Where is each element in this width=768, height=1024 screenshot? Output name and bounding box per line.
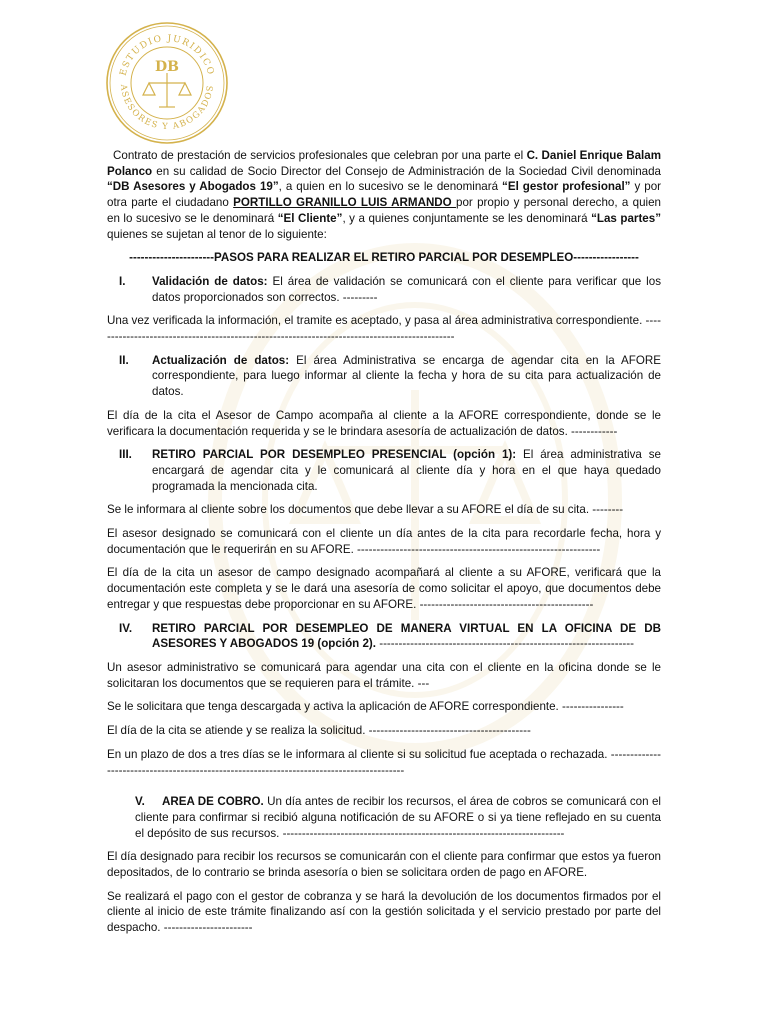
step-number: II. (119, 353, 129, 367)
step-text: Un día antes de recibir los recursos, el área de cobros se comunicará con el cliente para confirmar si recibió alguna notificación de su AFORE o si ya tiene reflejado en su cuenta el depósito de sus recursos. ------------------------------------------------------------------------- (135, 795, 661, 840)
intro-text: por propio y personal derecho, a quien en lo sucesivo se le denominará (107, 196, 661, 225)
paragraph: Se le solicitara que tenga descargada y activa la aplicación de AFORE correspondiente. ---------------- (107, 700, 624, 714)
paragraph: El asesor designado se comunicará con el cliente un día antes de la cita para recordarle fecha, hora y documentación que le requerirán en su AFORE. --------------------------------------------------------------- (107, 527, 661, 556)
step-text: El área Administrativa se encarga de agendar cita en la AFORE correspondiente, para luego informar al cliente la fecha y hora de su cita para actualización de datos. (152, 353, 661, 399)
director-name: C. Daniel Enrique Balam Polanco (107, 149, 662, 178)
step-number: V. (135, 795, 145, 809)
step-number: I. (119, 274, 126, 288)
section-heading: ----------------------PASOS PARA REALIZAR EL RETIRO PARCIAL POR DESEMPLEO----------------- (129, 251, 639, 265)
step-text: El área de validación se comunicará con el cliente para verificar que los datos proporcionados son correctos. --------- (152, 274, 661, 304)
paragraph: El día de la cita un asesor de campo designado acompañará al cliente a su AFORE, verificará que la documentación este completa y se le dará una asesoría de como solicitar el apoyo, que documentos debe entregar y que respuestas debe proporcionar en su AFORE. --------------------------------------------- (107, 566, 661, 611)
intro-text: , a quien en lo sucesivo se le denominará (278, 180, 503, 194)
step-title: Actualización de datos: (152, 353, 290, 367)
logo-ring-top: ESTUDIO JURIDICO (118, 33, 216, 77)
step-title: Validación de datos: (152, 274, 268, 288)
step-text: El área administrativa se encargará de agendar cita y le comunicará al cliente día y hora en el que haya quedado programada la mencionada cita. (152, 448, 662, 493)
paragraph: El día de la cita el Asesor de Campo acompaña al cliente a la AFORE correspondiente, donde se le verificara la documentación requerida y se le brindara asesoría de actualización de datos. ------------ (107, 408, 661, 438)
paragraph: Un asesor administrativo se comunicará para agendar una cita con el cliente en la oficina donde se le solicitaran los documentos que se requieren para el trámite. --- (107, 660, 661, 690)
intro-text: Contrato de prestación de servicios profesionales que celebran por una parte el (113, 149, 527, 162)
step-number: IV. (119, 621, 133, 635)
step-text: ------------------------------------------------------------------ (375, 637, 635, 651)
scales-icon (143, 73, 191, 107)
intro-paragraph (107, 148, 661, 242)
step-4 (107, 621, 661, 652)
paragraph: Se realizará el pago con el gestor de cobranza y se hará la devolución de los documentos firmados por el cliente al inicio de este trámite finalizando así con la gestión solicitada y el servicio prestado por parte del despacho. ----------------------- (107, 889, 661, 935)
step-title: RETIRO PARCIAL POR DESEMPLEO PRESENCIAL (opción 1): (152, 448, 517, 462)
step-title: RETIRO PARCIAL POR DESEMPLEO DE MANERA VIRTUAL EN LA OFICINA DE DB ASESORES Y ABOGADOS 19 (opción 2). (152, 621, 661, 651)
paragraph: En un plazo de dos a tres días se le informara al cliente si su solicitud fue aceptada o rechazada. ------------------------------------------------------------------------------------------ (107, 747, 661, 777)
paragraph: El día designado para recibir los recursos se comunicarán con el cliente para confirmar que estos ya fueron depositados, de lo contrario se brinda asesoría o bien se solicitara orden de pago en AFORE. (107, 850, 661, 880)
role-partes: “Las partes” (591, 211, 661, 225)
step-number: III. (119, 448, 132, 462)
step-1 (107, 274, 661, 305)
role-cliente: “El Cliente” (277, 211, 343, 225)
intro-text: en su calidad de Socio Director del Consejo de Administración de la Sociedad Civil denominada (152, 164, 661, 178)
intro-text: , y a quienes conjuntamente se les denominará (342, 211, 592, 225)
intro-text: quienes se sujetan al tenor de lo siguiente: (107, 227, 327, 241)
step-title: AREA DE COBRO. (161, 795, 264, 809)
firm-logo (105, 21, 229, 145)
intro-text: y por otra parte el ciudadano (107, 180, 662, 210)
role-gestor: “El gestor profesional” (502, 180, 631, 194)
step-5 (107, 794, 661, 841)
logo-ring-bottom: ASESORES Y ABOGADOS (117, 83, 217, 133)
paragraph: Una vez verificada la información, el tramite es aceptado, y pasa al área administrativa correspondiente. ---------------------------------------------------------------------------------------------- (107, 314, 661, 344)
paragraph: Se le informara al cliente sobre los documentos que debe llevar a su AFORE el día de su cita. -------- (107, 503, 624, 517)
paragraph: El día de la cita se atiende y se realiza la solicitud. ------------------------------------------ (107, 724, 531, 738)
contract-body (107, 148, 661, 944)
client-name: PORTILLO GRANILLO LUIS ARMANDO (233, 196, 457, 210)
firm-name: “DB Asesores y Abogados 19” (107, 180, 279, 194)
step-2 (107, 353, 661, 400)
step-3 (107, 447, 661, 494)
logo-center-text: DB (155, 59, 179, 75)
